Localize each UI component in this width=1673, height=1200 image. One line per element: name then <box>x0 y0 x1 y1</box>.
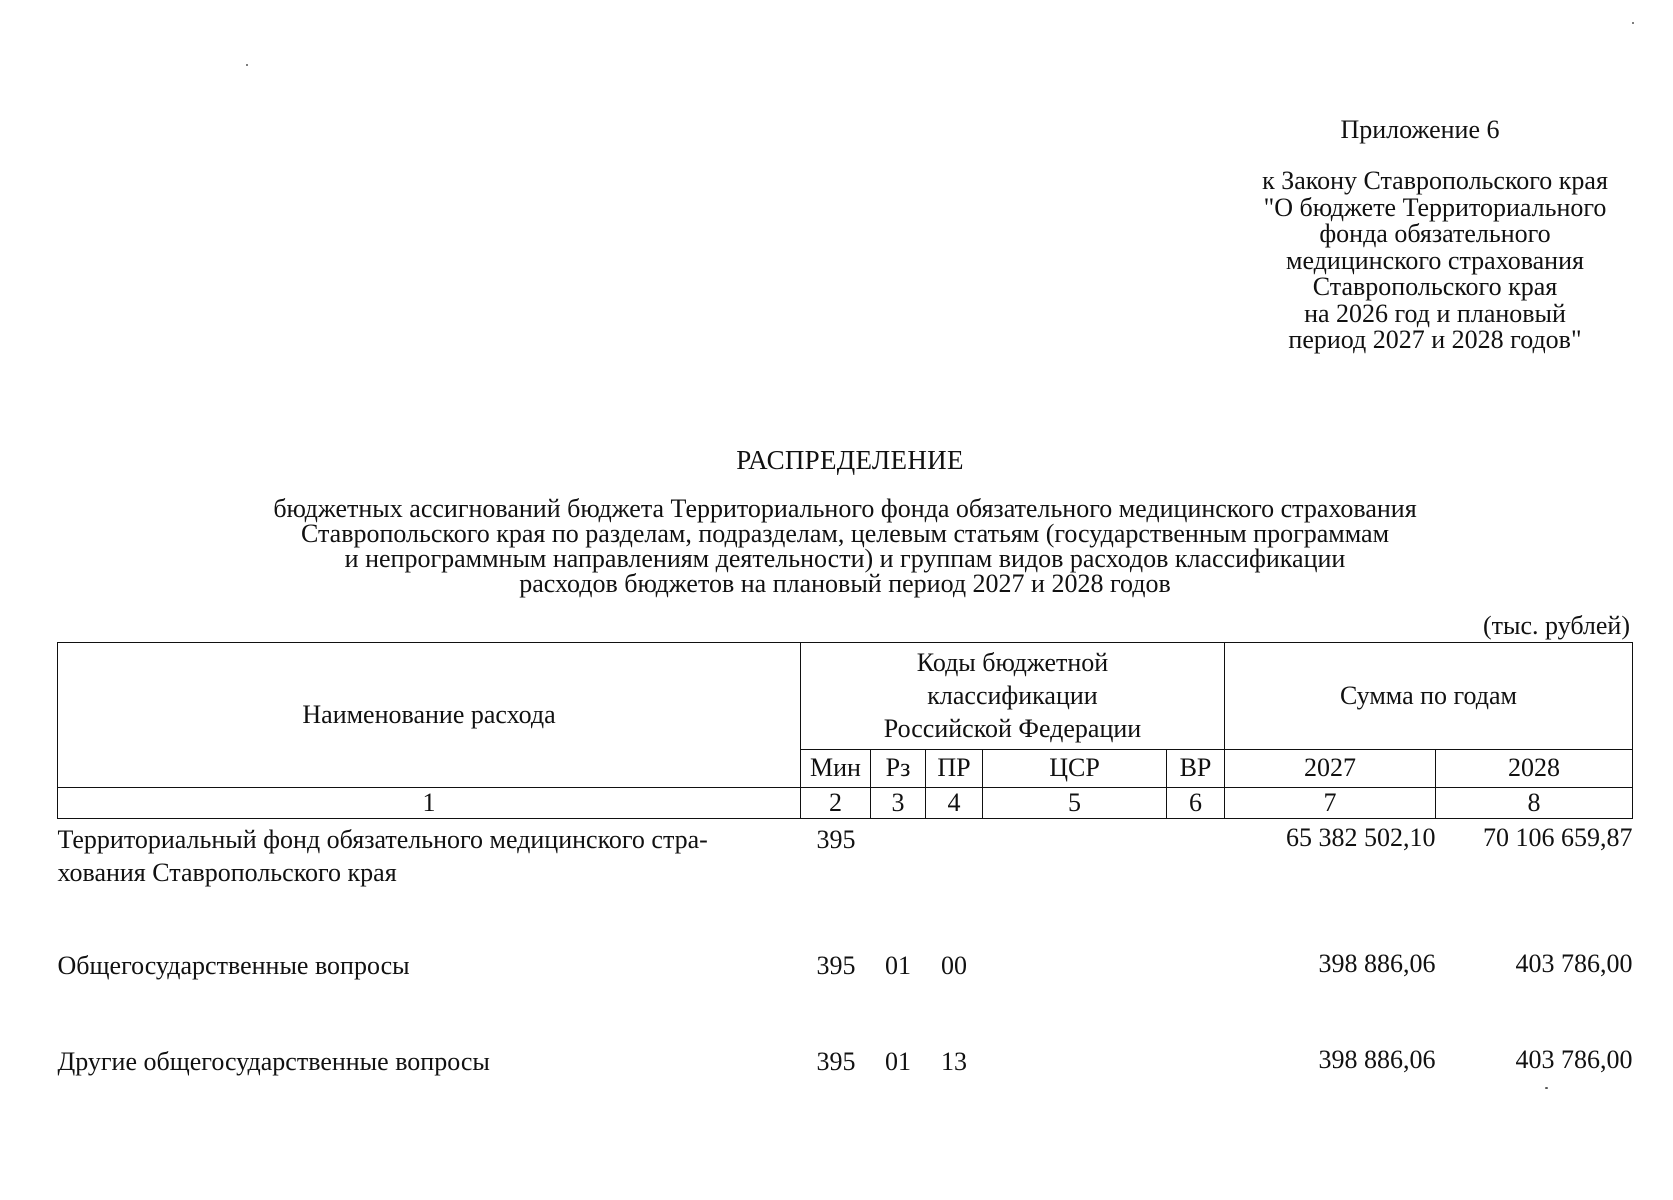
document-title: РАСПРЕДЕЛЕНИЕ <box>736 445 964 475</box>
budget-table <box>57 642 1633 1109</box>
row-vr <box>1167 819 1225 916</box>
scan-speck <box>1632 22 1634 24</box>
table-row <box>58 819 1633 916</box>
row-csr <box>983 819 1167 916</box>
header-codes-line: классификации <box>927 681 1098 711</box>
law-reference-line: к Закону Ставропольского края <box>1262 166 1608 195</box>
row-vr <box>1167 1013 1225 1109</box>
header-pr: ПР <box>926 749 983 787</box>
row-name-line: Территориальный фонд обязательного медицинского стра- <box>57 825 708 854</box>
row-name <box>58 819 801 916</box>
row-sum-2027: 398 886,06 <box>1318 949 1436 978</box>
document-subtitle <box>195 496 1495 596</box>
law-reference-line: на 2026 год и плановый <box>1304 298 1566 328</box>
column-number: 4 <box>926 788 983 819</box>
row-min: 395 <box>816 825 856 854</box>
row-pr <box>926 819 983 916</box>
row-name-line: хования Ставропольского края <box>57 858 397 887</box>
header-year-2027: 2027 <box>1225 749 1436 787</box>
header-codes-group <box>801 643 1225 750</box>
subtitle-line: Ставропольского края по разделам, подразделам, целевым статьям (государственным программам <box>300 519 1390 548</box>
scan-speck <box>246 64 248 66</box>
row-pr: 00 <box>941 951 967 980</box>
law-reference-line: медицинского страхования <box>1286 245 1584 275</box>
row-name-line: Другие общегосударственные вопросы <box>57 1047 490 1076</box>
column-number: 6 <box>1167 788 1225 819</box>
row-min: 395 <box>816 951 856 980</box>
column-number: 2 <box>801 788 871 819</box>
appendix-title: Приложение 6 <box>1340 115 1500 144</box>
header-csr: ЦСР <box>983 749 1167 787</box>
header-rz: Рз <box>871 749 926 787</box>
row-csr <box>983 915 1167 1013</box>
row-name <box>58 915 801 1013</box>
row-name-line: Общегосударственные вопросы <box>57 951 410 980</box>
header-vr: ВР <box>1167 749 1225 787</box>
header-min: Мин <box>801 749 871 787</box>
law-reference-line: фонда обязательного <box>1319 219 1551 248</box>
row-vr <box>1167 915 1225 1013</box>
header-codes-line: Российской Федерации <box>883 714 1142 744</box>
units-label: (тыс. рублей) <box>1482 611 1630 640</box>
law-reference <box>1225 168 1645 354</box>
row-csr <box>983 1013 1167 1109</box>
column-number: 5 <box>983 788 1167 819</box>
row-name <box>58 1013 801 1109</box>
column-number: 7 <box>1225 788 1436 819</box>
row-rz <box>871 819 926 916</box>
row-pr: 13 <box>941 1047 967 1076</box>
header-sums-group: Сумма по годам <box>1225 643 1633 750</box>
row-rz: 01 <box>885 1047 911 1076</box>
row-sum-2027: 398 886,06 <box>1318 1045 1436 1074</box>
table-row <box>58 1013 1633 1109</box>
column-number: 8 <box>1436 788 1633 819</box>
row-sum-2028: 403 786,00 <box>1515 1045 1633 1074</box>
header-codes-line: Коды бюджетной <box>916 648 1109 678</box>
law-reference-line: период 2027 и 2028 годов" <box>1288 325 1582 354</box>
table-row <box>58 915 1633 1013</box>
law-reference-line: "О бюджете Территориального <box>1263 192 1607 222</box>
column-number: 1 <box>58 788 801 819</box>
row-sum-2028: 70 106 659,87 <box>1483 823 1633 852</box>
row-min: 395 <box>816 1047 856 1076</box>
row-sum-2028: 403 786,00 <box>1515 949 1633 978</box>
header-year-2028: 2028 <box>1436 749 1633 787</box>
row-rz: 01 <box>885 951 911 980</box>
scan-speck <box>1545 1087 1548 1089</box>
column-number: 3 <box>871 788 926 819</box>
subtitle-line: бюджетных ассигнований бюджета Территориального фонда обязательного медицинского страхования <box>273 494 1417 523</box>
subtitle-line: и непрограммным направлениям деятельности) и группам видов расходов классификации <box>344 544 1346 573</box>
row-sum-2027: 65 382 502,10 <box>1286 823 1436 852</box>
law-reference-line: Ставропольского края <box>1312 272 1558 301</box>
header-name: Наименование расхода <box>58 643 801 788</box>
subtitle-line: расходов бюджетов на плановый период 2027 и 2028 годов <box>519 569 1171 598</box>
